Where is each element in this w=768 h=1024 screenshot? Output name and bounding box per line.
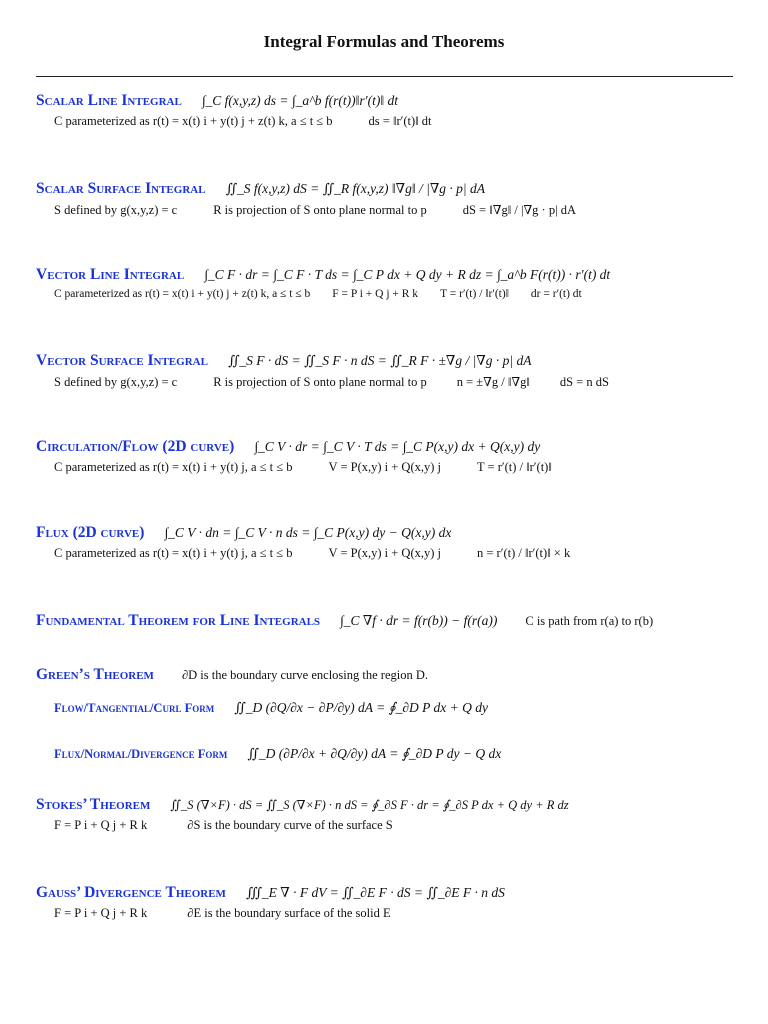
detail-unit-tangent: T = r′(t) / ‖r′(t)‖ xyxy=(477,460,552,474)
section-flux xyxy=(36,524,736,561)
section-heading: Stokes’ Theorem xyxy=(36,796,151,813)
detail-projection: R is projection of S onto plane normal to p xyxy=(213,202,427,217)
detail-boundary: ∂S is the boundary curve of the surface S xyxy=(187,818,393,832)
section-scalar-surface-integral xyxy=(36,180,736,218)
subsection-curl-form xyxy=(54,700,488,716)
section-formula: ∫_C V · dn = ∫_C V · n ds = ∫_C P(x,y) dy − Q(x,y) dx xyxy=(164,525,452,540)
section-fundamental-theorem xyxy=(36,612,736,630)
detail-dS: dS = n dS xyxy=(559,374,609,389)
section-scalar-line-integral xyxy=(36,92,736,129)
section-vector-line-integral xyxy=(36,266,736,300)
section-heading: Flux (2D curve) xyxy=(36,524,145,541)
detail-parameterization: C parameterized as r(t) = x(t) i + y(t) j, a ≤ t ≤ b xyxy=(54,460,293,474)
detail-unit-tangent: T = r′(t) / ‖r′(t)‖ xyxy=(440,288,509,300)
section-formula: ∫_C ∇f · dr = f(r(b)) − f(r(a)) xyxy=(340,613,498,628)
detail-surface-definition: S defined by g(x,y,z) = c xyxy=(54,202,178,217)
section-circulation-flow xyxy=(36,438,736,475)
section-heading: Gauss’ Divergence Theorem xyxy=(36,884,226,901)
subsection-divergence-form xyxy=(54,746,501,762)
page-title: Integral Formulas and Theorems xyxy=(263,32,505,51)
subsection-heading: Flux/Normal/Divergence Form xyxy=(54,746,228,761)
detail-projection: R is projection of S onto plane normal to p xyxy=(213,374,427,389)
section-aside: C is path from r(a) to r(b) xyxy=(525,613,654,628)
section-greens-theorem xyxy=(36,666,736,684)
subsection-formula: ∬_D (∂P/∂x + ∂Q/∂y) dA = ∮_∂D P dy − Q dx xyxy=(247,746,502,761)
section-heading: Vector Surface Integral xyxy=(36,352,208,369)
section-stokes-theorem xyxy=(36,796,736,833)
detail-field: F = P i + Q j + R k xyxy=(332,288,419,300)
detail-field: V = P(x,y) i + Q(x,y) j xyxy=(328,460,441,474)
section-formula: ∫_C f(x,y,z) ds = ∫_a^b f(r(t))‖r′(t)‖ dt xyxy=(201,93,399,108)
detail-field: V = P(x,y) i + Q(x,y) j xyxy=(328,546,441,560)
detail-ds: ds = ‖r′(t)‖ dt xyxy=(368,114,432,128)
subsection-heading: Flow/Tangential/Curl Form xyxy=(54,700,215,715)
section-formula: ∬_S f(x,y,z) dS = ∬_R f(x,y,z) ‖∇g‖ / |∇g · p| dA xyxy=(225,181,485,196)
section-formula: ∬_S F · dS = ∬_S F · n dS = ∬_R F · ±∇g / |∇g · p| dA xyxy=(227,353,532,368)
section-formula: ∬_S (∇×F) · dS = ∬_S (∇×F) · n dS = ∮_∂S F · dr = ∮_∂S P dx + Q dy + R dz xyxy=(170,798,569,812)
detail-dr: dr = r′(t) dt xyxy=(530,288,582,300)
section-gauss-divergence-theorem xyxy=(36,884,736,921)
detail-parameterization: C parameterized as r(t) = x(t) i + y(t) j + z(t) k, a ≤ t ≤ b xyxy=(54,114,333,128)
section-heading: Green’s Theorem xyxy=(36,666,154,683)
detail-parameterization: C parameterized as r(t) = x(t) i + y(t) j + z(t) k, a ≤ t ≤ b xyxy=(54,288,311,300)
detail-dS: dS = ‖∇g‖ / |∇g · p| dA xyxy=(462,203,577,217)
detail-boundary: ∂E is the boundary surface of the solid E xyxy=(187,906,391,920)
detail-normal: n = ±∇g / ‖∇g‖ xyxy=(456,375,530,389)
section-heading: Vector Line Integral xyxy=(36,266,185,283)
detail-parameterization: C parameterized as r(t) = x(t) i + y(t) j, a ≤ t ≤ b xyxy=(54,546,293,560)
section-formula: ∫_C V · dr = ∫_C V · T ds = ∫_C P(x,y) dx + Q(x,y) dy xyxy=(254,439,541,454)
subsection-formula: ∬_D (∂Q/∂x − ∂P/∂y) dA = ∮_∂D P dx + Q dy xyxy=(234,700,489,715)
section-heading: Circulation/Flow (2D curve) xyxy=(36,438,235,455)
section-formula: ∭_E ∇ · F dV = ∬_∂E F · dS = ∬_∂E F · n dS xyxy=(245,885,505,900)
section-vector-surface-integral xyxy=(36,352,736,390)
detail-field: F = P i + Q j + R k xyxy=(54,906,148,920)
detail-normal: n = r′(t) / ‖r′(t)‖ × k xyxy=(477,546,571,560)
detail-field: F = P i + Q j + R k xyxy=(54,818,148,832)
section-aside: ∂D is the boundary curve enclosing the region D. xyxy=(181,667,428,682)
section-heading: Scalar Line Integral xyxy=(36,92,182,109)
section-formula: ∫_C F · dr = ∫_C F · T ds = ∫_C P dx + Q dy + R dz = ∫_a^b F(r(t)) · r′(t) dt xyxy=(204,267,611,282)
title-divider xyxy=(36,76,733,77)
detail-surface-definition: S defined by g(x,y,z) = c xyxy=(54,374,178,389)
section-heading: Scalar Surface Integral xyxy=(36,180,206,197)
section-heading: Fundamental Theorem for Line Integrals xyxy=(36,612,321,629)
